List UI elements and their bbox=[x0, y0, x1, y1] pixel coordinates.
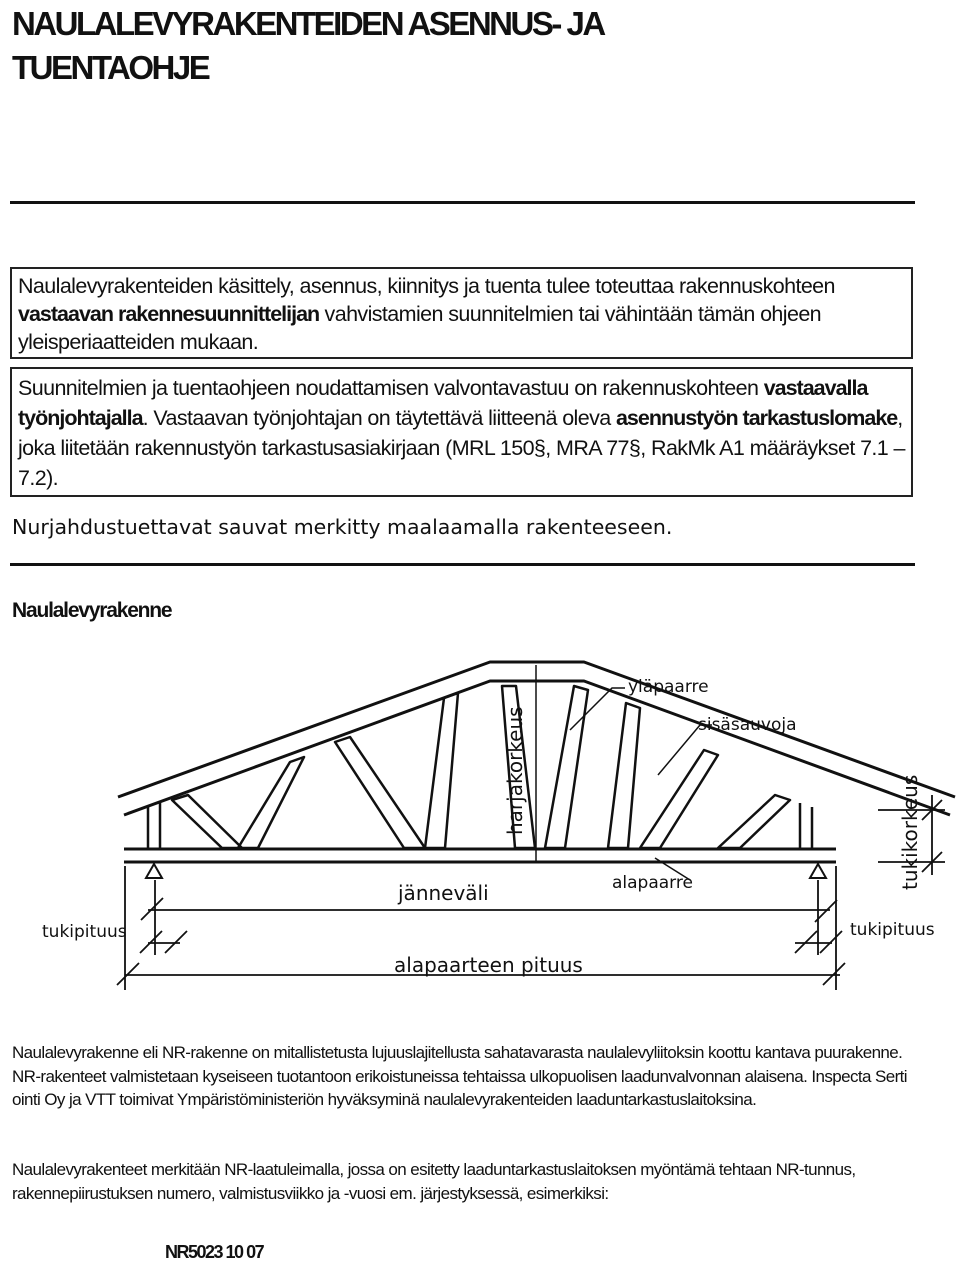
label-bearing-length-right: tukipituus bbox=[850, 920, 935, 940]
box2-text bbox=[18, 373, 905, 493]
label-web-members: sisäsauvoja bbox=[698, 715, 797, 735]
web-member bbox=[718, 795, 790, 848]
box2-text-part: . Vastaavan työnjohtajan on täytettävä liitteenä oleva bbox=[142, 406, 616, 430]
label-top-chord: yläpaarre bbox=[628, 677, 709, 697]
box2-text-part: Suunnitelmien ja tuentaohjeen noudattamisen valvontavastuu on rakennuskohteen bbox=[18, 376, 764, 400]
label-support-height: tukikorkeus bbox=[898, 774, 922, 890]
web-member bbox=[640, 750, 718, 848]
body-paragraph-2: Naulalevyrakenteet merkitään NR-laatuleimalla, jossa on esitetty laaduntarkastuslaitoksen myöntämä tehtaan NR-tunnus, rakennepiirustuksen numero, valmistusviikko ja -vuosi em. järjestyksessä, esimerkiksi: bbox=[12, 1160, 856, 1203]
label-span: jänneväli bbox=[398, 881, 489, 905]
end-post-left bbox=[148, 803, 160, 849]
section-divider bbox=[10, 563, 915, 566]
box1-text-part: Naulalevyrakenteiden käsittely, asennus, kiinnitys ja tuenta tulee toteuttaa rakennuskohteen bbox=[18, 274, 835, 298]
document-title bbox=[12, 2, 912, 90]
support-left-icon bbox=[146, 864, 162, 878]
body-paragraph-1: Naulalevyrakenne eli NR-rakenne on mitallistetusta lujuuslajitellusta sahatavarasta naulalevyliitoksin koottu kantava puurakenne. NR-rakenteet valmistetaan kyseiseen tuotantoon erikoistuneissa tehtaissa ulkopuolisen laadunvalvonnan alaisena. Inspecta Serti ointi Oy ja VTT toimivat Ympäristöministeriön hyväksyminä naulalevyrakenteiden laaduntarkastuslaitoksina. bbox=[12, 1043, 907, 1109]
box1-text-part: vahvistamien suunnitelmien tai vähintään tämän ohjeen yleisperiaatteiden mukaan. bbox=[18, 302, 822, 354]
label-ridge-height: harjakorkeus bbox=[503, 706, 527, 835]
box2-bold-form: asennustyön tarkastuslomake bbox=[615, 406, 898, 430]
responsibility-box-designer bbox=[10, 267, 913, 359]
end-post-right bbox=[800, 803, 812, 849]
web-member bbox=[335, 737, 425, 848]
label-bottom-chord: alapaarre bbox=[612, 873, 693, 893]
web-member bbox=[425, 693, 458, 848]
title-line-2: TUENTAOHJE bbox=[12, 49, 209, 86]
web-member bbox=[545, 686, 588, 848]
box2-text-part: , joka liitetään rakennustyön tarkastusasiakirjaan (MRL 150§, MRA 77§, RakMk A1 määräykset 7.1 – 7.2). bbox=[18, 406, 905, 490]
label-bearing-length-left: tukipituus bbox=[42, 922, 127, 942]
box1-text bbox=[18, 272, 905, 356]
box1-bold-designer: vastaavan rakennesuunnittelijan bbox=[18, 302, 320, 326]
example-nr-code: NR5023 10 07 bbox=[165, 1242, 264, 1262]
web-member bbox=[172, 795, 242, 848]
title-line-1: NAULALEVYRAKENTEIDEN ASENNUS- JA bbox=[12, 5, 604, 42]
subtitle: Nurjahdustuettavat sauvat merkitty maalaamalla rakenteeseen. bbox=[12, 515, 673, 539]
responsibility-box-supervisor bbox=[10, 367, 913, 497]
label-bottom-chord-length: alapaarteen pituus bbox=[394, 953, 583, 977]
truss-diagram bbox=[0, 640, 960, 1010]
support-right-icon bbox=[810, 864, 826, 878]
web-member bbox=[608, 703, 640, 848]
top-divider bbox=[10, 201, 915, 204]
section-title: Naulalevyrakenne bbox=[12, 599, 172, 622]
box2-bold-supervisor: vastaavalla työnjohtajalla bbox=[18, 376, 868, 430]
top-chord-lower-line bbox=[124, 681, 950, 815]
